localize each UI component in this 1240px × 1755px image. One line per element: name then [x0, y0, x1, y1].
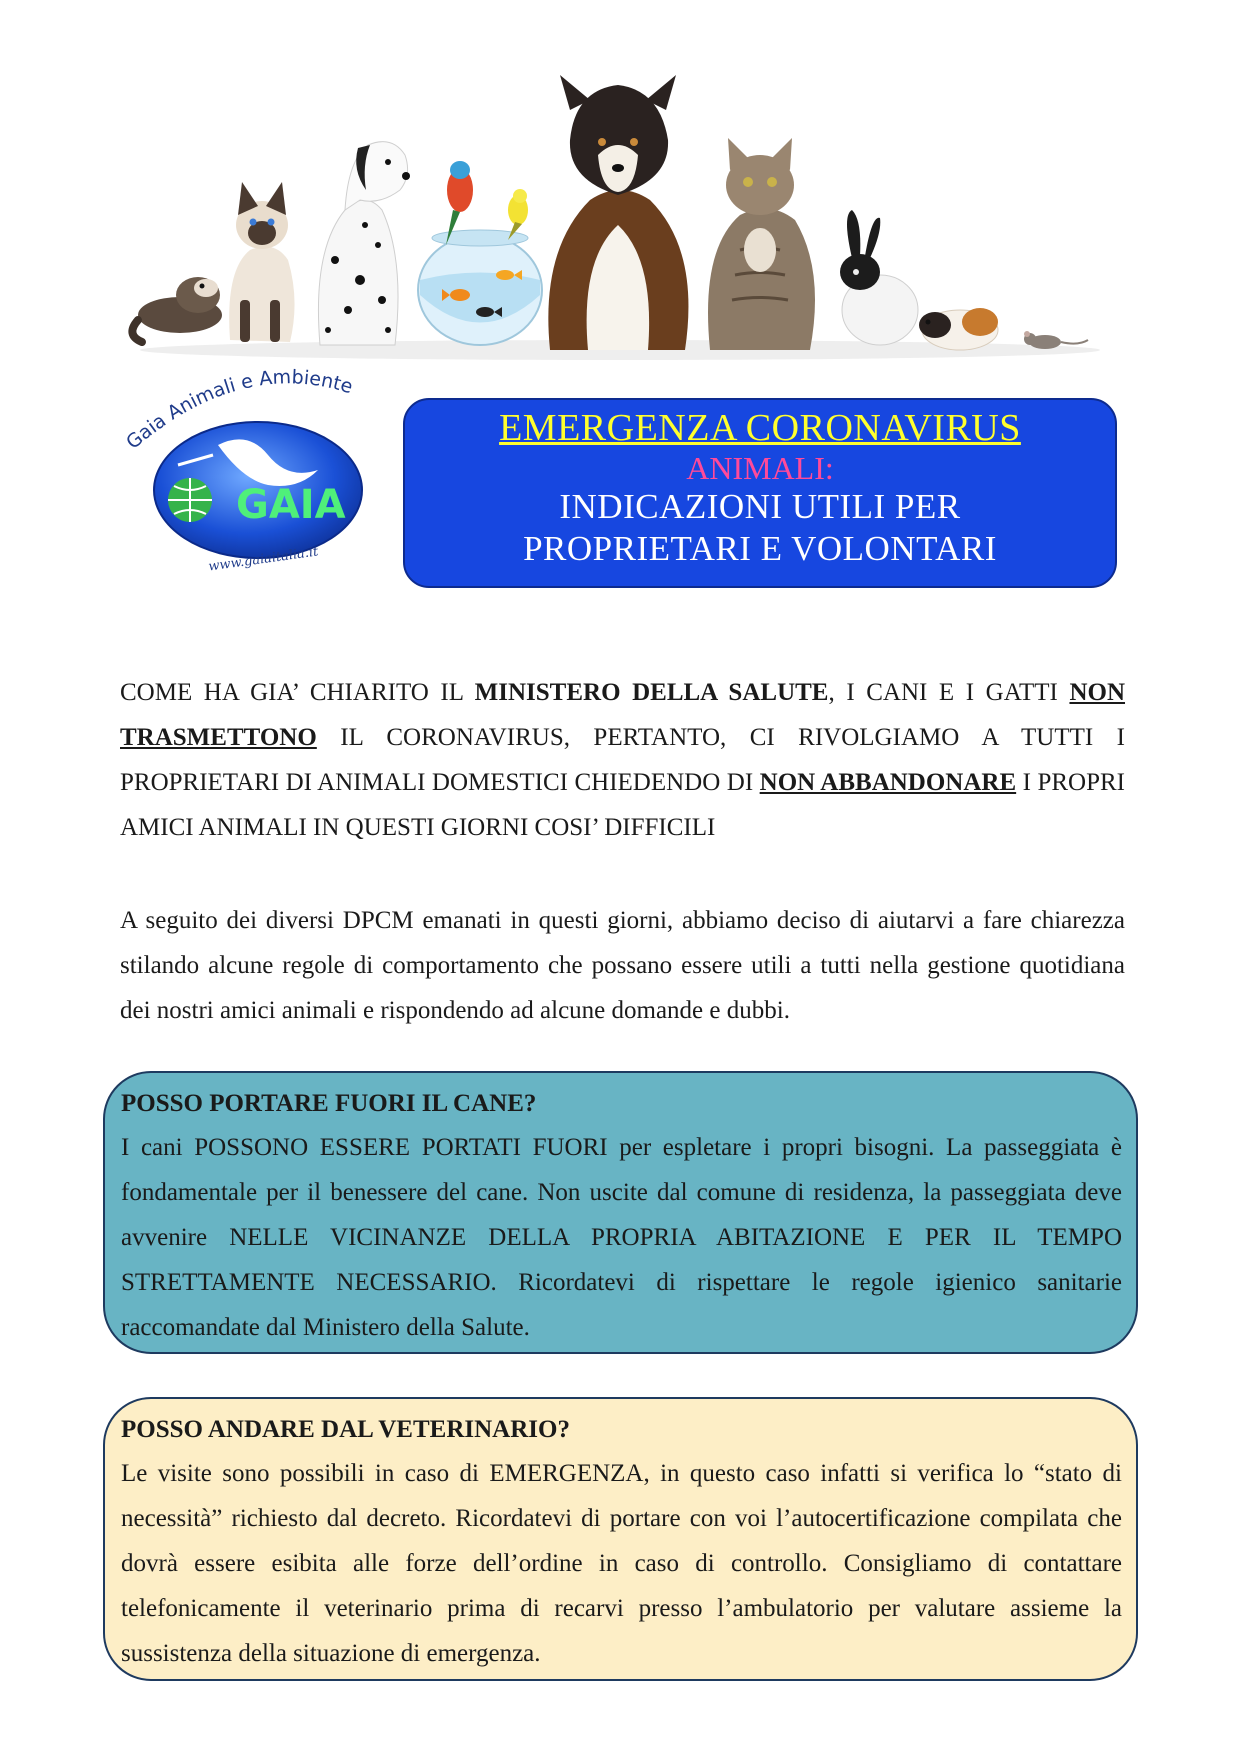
- animals-banner: [120, 50, 1120, 360]
- qa-answer: I cani POSSONO ESSERE PORTATI FUORI per espletare i propri bisogni. La passeggiata è fondamentale per il benessere del cane. Non uscite dal comune di residenza, la passeggiata deve avvenire NELLE VICINANZE DELLA PROPRIA ABITAZIONE E PER IL TEMPO STRETTAMENTE NECESSARIO. Ricordatevi di rispettare le regole igienico sanitarie raccomandate dal Ministero della Salute.: [121, 1134, 1122, 1341]
- ministry-emphasis: MINISTERO DELLA SALUTE: [474, 679, 829, 706]
- no-abandon-emphasis: NON ABBANDONARE: [759, 769, 1017, 796]
- dpcm-paragraph: A seguito dei diversi DPCM emanati in questi giorni, abbiamo deciso di aiutarvi a fare chiarezza stilando alcune regole di comportamento che possano essere utili a tutti nella gestione quotidiana dei nostri amici animali e rispondendo ad alcune domande e dubbi.: [120, 907, 1125, 1024]
- title-box: [403, 398, 1117, 588]
- gaia-logo: [118, 360, 388, 590]
- dalmatian-icon: [318, 142, 410, 345]
- intro-text-3: IL CORONAVIRUS, PERTANTO, CI RIVOLGIAMO A TUTTI I PROPRIETARI DI ANIMALI DOMESTICI CHIEDENDO DI: [120, 724, 1125, 796]
- title-line-1: INDICAZIONI UTILI PER: [559, 487, 961, 526]
- intro-text-2: , I CANI E I GATTI: [828, 679, 1070, 706]
- qa-question: POSSO PORTARE FUORI IL CANE?: [121, 1090, 537, 1117]
- qa-box-veterinary: [103, 1397, 1138, 1681]
- intro-text-1: COME HA GIA’ CHIARITO IL: [120, 679, 475, 706]
- qa-answer: Le visite sono possibili in caso di EMERGENZA, in questo caso infatti si verifica lo “stato di necessità” richiesto dal decreto. Ricordatevi di portare con voi l’autocertificazione compilata che dovrà essere esibita alle forze dell’ordine in caso di controllo. Consigliamo di contattare telefonicamente il veterinario prima di recarvi presso l’ambulatorio per valutare assieme la sussistenza della situazione di emergenza.: [121, 1460, 1122, 1667]
- title-main: EMERGENZA CORONAVIRUS: [499, 407, 1021, 449]
- intro-text-4: I PROPRI AMICI ANIMALI IN QUESTI GIORNI COSI’ DIFFICILI: [120, 769, 1125, 841]
- logo-url: www.gaiaitalia.it: [207, 544, 320, 575]
- logo-brand: GAIA: [236, 482, 346, 528]
- rabbit-icon: [840, 210, 918, 345]
- no-transmit-emphasis: NON TRASMETTONO: [120, 679, 1126, 751]
- title-sub: ANIMALI:: [686, 450, 834, 486]
- logo-arc-text: Gaia Animali e Ambiente: [122, 366, 356, 454]
- fishbowl-icon: [418, 230, 542, 345]
- qa-question: POSSO ANDARE DAL VETERINARIO?: [121, 1416, 570, 1443]
- siamese-cat-icon: [229, 182, 294, 342]
- title-line-2: PROPRIETARI E VOLONTARI: [523, 529, 997, 568]
- collie-dog-icon: [548, 75, 688, 350]
- mouse-icon: [1024, 331, 1088, 349]
- intro-paragraph: [120, 670, 1125, 850]
- ferret-icon: [132, 277, 222, 342]
- tabby-cat-icon: [708, 138, 815, 350]
- globe-icon: [168, 478, 212, 522]
- qa-box-dog-walk: [103, 1071, 1138, 1354]
